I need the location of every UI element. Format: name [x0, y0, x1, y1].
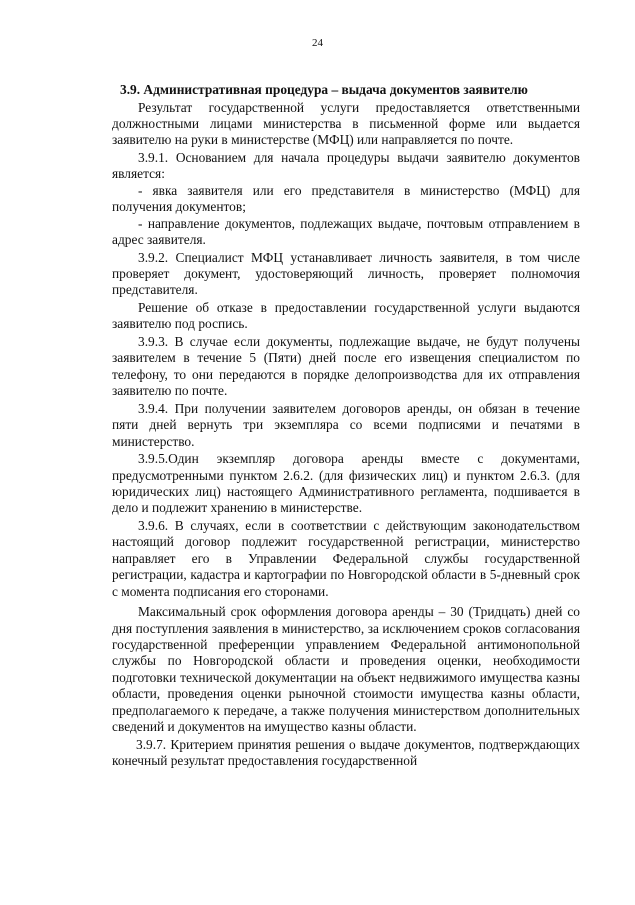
paragraph: 3.9.2. Специалист МФЦ устанавливает личность заявителя, в том числе проверяет документ, удостоверяющий личность, проверяет полномочия представителя. [112, 249, 580, 298]
paragraph: 3.9.4. При получении заявителем договоров аренды, он обязан в течение пяти дней вернуть три экземпляра со всеми подписями и печатями в министерство. [112, 400, 580, 449]
paragraph: - направление документов, подлежащих выдаче, почтовым отправлением в адрес заявителя. [112, 215, 580, 248]
paragraph: 3.9.7. Критерием принятия решения о выдаче документов, подтверждающих конечный результат предоставления государственной [112, 736, 580, 768]
page-number: 24 [312, 37, 323, 49]
section-heading: 3.9. Административная процедура – выдача документов заявителю [120, 82, 528, 97]
paragraph: 3.9.6. В случаях, если в соответствии с действующим законодательством настоящий договор подлежит государственной регистрации, министерство направляет его в Управлении Федеральной службы государственной регистрации, кадастра и картографии по Новгородской области в 5-дневный срок с момента подписания его сторонами. [112, 518, 580, 599]
paragraph: Решение об отказе в предоставлении государственной услуги выдаются заявителю под роспись. [112, 300, 580, 332]
paragraph: Максимальный срок оформления договора аренды – 30 (Тридцать) дней со дня поступления заявления в министерство, за исключением сроков согласования государственной преференции управлением Федеральной антимонопольной службы по Новгородской области и проведения оценки, необходимости подготовки технической документации на объект недвижимого имущества казны области, проведения оценки рыночной стоимости имущества казны области, предполагаемого к передаче, а также получения министерством дополнительных сведений и документов на имущество казны области. [112, 604, 580, 734]
paragraph: 3.9.1. Основанием для начала процедуры выдачи заявителю документов является: [112, 150, 580, 182]
paragraph: 3.9.5.Один экземпляр договора аренды вместе с документами, предусмотренными пунктом 2.6.2. (для физических лиц) и пунктом 2.6.3. (для юридических лиц) настоящего Административного регламента, подшивается в дело и подлежит хранению в министерстве. [112, 451, 580, 516]
document-body [112, 82, 580, 769]
paragraph: - явка заявителя или его представителя в министерство (МФЦ) для получения документов; [112, 182, 580, 215]
paragraph: 3.9.3. В случае если документы, подлежащие выдаче, не будут получены заявителем в течение 5 (Пяти) дней после его извещения специалистом по телефону, то они передаются в порядке делопроизводства для их отправления заявителю по почте. [112, 334, 580, 399]
paragraph: Результат государственной услуги предоставляется ответственными должностными лицами министерства в письменной форме или выдается заявителю на руки в министерстве (МФЦ) или направляется по почте. [112, 99, 580, 148]
